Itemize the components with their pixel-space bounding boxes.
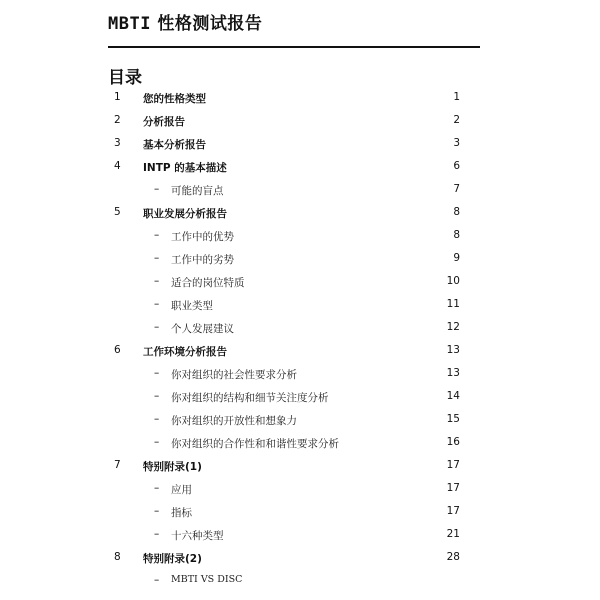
toc-entry-page: 17 — [446, 505, 460, 517]
toc-entry-label: 特别附录(2) — [143, 553, 202, 565]
document-title-zh: 性格测试报告 — [157, 14, 263, 34]
toc-entry-page: 8 — [453, 229, 460, 241]
toc-subentry[interactable] — [0, 432, 600, 455]
toc-subentry[interactable] — [0, 248, 600, 271]
toc-subentry-label: 职业类型 — [171, 300, 213, 312]
toc-entry-page: 8 — [453, 206, 460, 218]
toc-entry-number: 1 — [114, 91, 121, 103]
toc-entry-page: 14 — [446, 390, 460, 402]
toc-entry-page: 15 — [446, 413, 460, 425]
toc-entry-label: 职业发展分析报告 — [143, 208, 227, 220]
toc-entry-page: 17 — [446, 459, 460, 471]
toc-entry[interactable] — [0, 547, 600, 570]
toc-entry-page: 3 — [453, 137, 460, 149]
toc-subentry[interactable] — [0, 225, 600, 248]
toc-entry-label: 基本分析报告 — [143, 139, 206, 151]
toc-subentry-label: 适合的岗位特质 — [171, 277, 245, 289]
dash-marker-icon: – — [154, 367, 160, 379]
dash-marker-icon: – — [154, 505, 160, 517]
toc-entry-number: 4 — [114, 160, 121, 172]
toc-entry-label: 您的性格类型 — [143, 93, 206, 105]
toc-entry-number: 7 — [114, 459, 121, 471]
toc-entry-page: 11 — [446, 298, 460, 310]
toc-subentry[interactable] — [0, 363, 600, 386]
dash-marker-icon: – — [154, 413, 160, 425]
toc-entry[interactable] — [0, 202, 600, 225]
toc-subentry[interactable] — [0, 179, 600, 202]
toc-entry-label: INTP 的基本描述 — [143, 162, 227, 174]
dash-marker-icon: – — [154, 436, 160, 448]
toc-entry-page: 10 — [446, 275, 460, 287]
dash-marker-icon: – — [154, 183, 160, 195]
toc-subentry[interactable] — [0, 271, 600, 294]
toc-subentry[interactable] — [0, 386, 600, 409]
dash-marker-icon: – — [154, 252, 160, 264]
dash-marker-icon: – — [154, 229, 160, 241]
toc-entry-number: 3 — [114, 137, 121, 149]
toc-entry[interactable] — [0, 340, 600, 363]
toc-heading: 目录 — [108, 68, 142, 88]
document-title — [108, 9, 262, 34]
toc-subentry-label: 可能的盲点 — [171, 185, 224, 197]
toc-entry-page: 9 — [453, 252, 460, 264]
toc-subentry-label: 你对组织的结构和细节关注度分析 — [171, 392, 329, 404]
toc-entry-page: 1 — [453, 91, 460, 103]
toc-entry-page: 28 — [446, 551, 460, 563]
dash-marker-icon: – — [154, 528, 160, 540]
toc-entry[interactable] — [0, 455, 600, 478]
toc-entry-page: 16 — [446, 436, 460, 448]
toc-entry[interactable] — [0, 110, 600, 133]
toc-subentry[interactable] — [0, 478, 600, 501]
dash-marker-icon: – — [154, 321, 160, 333]
toc-entry-page: 7 — [453, 183, 460, 195]
toc-entry-number: 5 — [114, 206, 121, 218]
toc-entry-page: 13 — [446, 344, 460, 356]
toc-subentry-label: 你对组织的合作性和和谐性要求分析 — [171, 438, 339, 450]
toc-subentry[interactable] — [0, 294, 600, 317]
toc-subentry[interactable] — [0, 317, 600, 340]
toc-entry-page: 13 — [446, 367, 460, 379]
dash-marker-icon: – — [154, 275, 160, 287]
toc-subentry-label: 应用 — [171, 484, 192, 496]
toc-subentry[interactable] — [0, 501, 600, 524]
toc-subentry-label: 你对组织的社会性要求分析 — [171, 369, 297, 381]
toc-subentry-label: MBTI VS DISC — [171, 574, 243, 585]
toc-subentry-label: 工作中的劣势 — [171, 254, 234, 266]
dash-marker-icon: – — [154, 390, 160, 402]
toc-subentry-label: 你对组织的开放性和想象力 — [171, 415, 297, 427]
toc-subentry[interactable] — [0, 570, 600, 593]
dash-marker-icon: – — [154, 298, 160, 310]
dash-marker-icon: – — [154, 482, 160, 494]
toc-entry-number: 8 — [114, 551, 121, 563]
table-of-contents — [0, 87, 600, 593]
toc-entry-label: 工作环境分析报告 — [143, 346, 227, 358]
toc-entry-label: 特别附录(1) — [143, 461, 202, 473]
toc-entry-label: 分析报告 — [143, 116, 185, 128]
title-divider — [108, 46, 480, 48]
toc-entry[interactable] — [0, 87, 600, 110]
toc-subentry[interactable] — [0, 524, 600, 547]
toc-entry-page: 12 — [446, 321, 460, 333]
document-title-en: MBTI — [108, 14, 151, 34]
toc-entry[interactable] — [0, 156, 600, 179]
toc-subentry[interactable] — [0, 409, 600, 432]
toc-entry-page: 17 — [446, 482, 460, 494]
toc-subentry-label: 指标 — [171, 507, 192, 519]
toc-entry-page: 21 — [446, 528, 460, 540]
toc-subentry-label: 工作中的优势 — [171, 231, 234, 243]
toc-entry-page: 6 — [453, 160, 460, 172]
toc-subentry-label: 十六种类型 — [171, 530, 224, 542]
toc-entry-page: 2 — [453, 114, 460, 126]
toc-subentry-label: 个人发展建议 — [171, 323, 234, 335]
dash-marker-icon: – — [154, 574, 160, 586]
toc-entry-number: 2 — [114, 114, 121, 126]
toc-entry-number: 6 — [114, 344, 121, 356]
toc-entry[interactable] — [0, 133, 600, 156]
